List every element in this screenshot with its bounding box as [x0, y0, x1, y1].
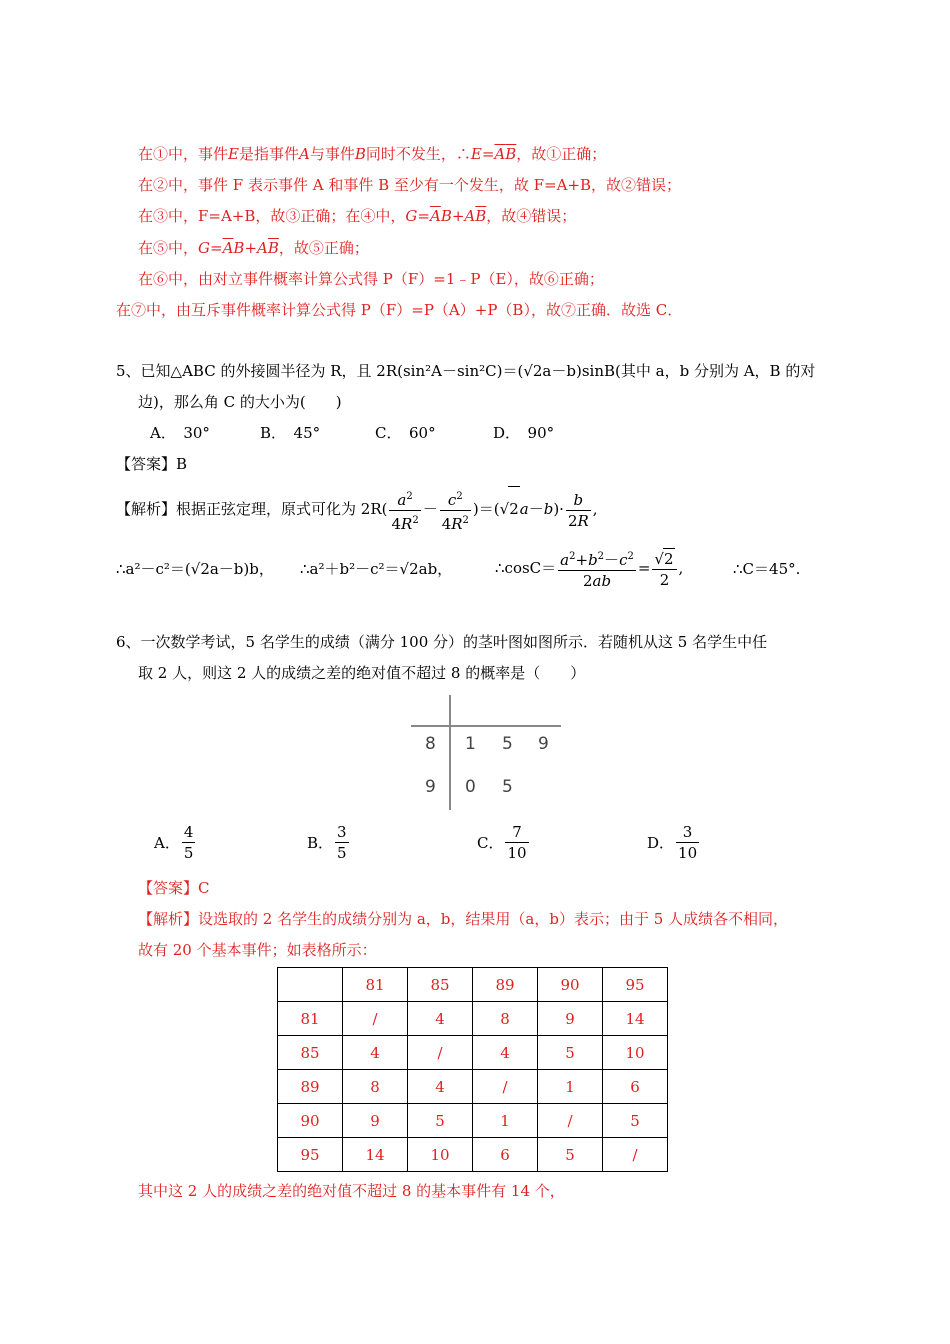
table-cell: 4 [473, 1036, 538, 1070]
sol4-line-1: 在①中，事件E是指事件A与事件B同时不发生，$\therefore E=\overline{A}\overline{B}$，故①正确； [138, 145, 607, 163]
table-row [278, 1036, 668, 1070]
table-cell: 5 [538, 1138, 603, 1172]
table-header-row [278, 968, 668, 1002]
q6-analysis-line-1: 【解析】设选取的 2 名学生的成绩分别为 a，b，结果用（a，b）表示；由于 5 人成绩各不相同， [138, 910, 789, 928]
table-cell: 81 [343, 968, 408, 1002]
q5-stem-line-1: 5、已知△ABC 的外接圆半径为 R，且 2R(sin²A－sin²C)＝(√2a－b)sinB(其中 a，b 分别为 A，B 的对 [116, 362, 816, 380]
table-cell: 14 [603, 1002, 668, 1036]
table-cell: 9 [343, 1104, 408, 1138]
table-cell: 1 [538, 1070, 603, 1104]
difference-table [277, 967, 668, 1172]
table-cell: 4 [408, 1002, 473, 1036]
table-cell: / [473, 1070, 538, 1104]
table-cell: / [343, 1002, 408, 1036]
table-cell [278, 968, 343, 1002]
table-cell: 5 [408, 1104, 473, 1138]
table-row [278, 1002, 668, 1036]
table-cell: 5 [538, 1036, 603, 1070]
table-cell: 85 [278, 1036, 343, 1070]
q5-step-3: ∴cosC＝ $\frac{a^2+b^2-c^2}{2ab}$ = $\frac{√2}{2}$ , [495, 546, 683, 591]
table-cell: / [538, 1104, 603, 1138]
sol4-line-2: 在②中，事件 F 表示事件 A 和事件 B 至少有一个发生，故 F=A+B，故②错误； [138, 176, 682, 194]
stem-leaf-horizontal-rule [411, 725, 561, 727]
table-cell: 90 [278, 1104, 343, 1138]
table-cell: 10 [408, 1138, 473, 1172]
table-cell: 6 [603, 1070, 668, 1104]
table-cell: 95 [603, 968, 668, 1002]
stem-9: 9 [425, 777, 436, 797]
q6-option-d: D． $\frac{3}{10}$ [647, 823, 698, 862]
q5-answer: 【答案】B [116, 455, 188, 473]
sol4-line-5: 在⑥中，由对立事件概率计算公式得 P（F）=1﹣P（E），故⑥正确； [138, 270, 604, 288]
q6-stem-line-2: 取 2 人，则这 2 人的成绩之差的绝对值不超过 8 的概率是（ ） [138, 664, 586, 682]
table-cell: 90 [538, 968, 603, 1002]
table-cell: 8 [473, 1002, 538, 1036]
sol4-line-6: 在⑦中，由互斥事件概率计算公式得 P（F）=P（A）+P（B），故⑦正确．故选 C． [116, 301, 683, 319]
table-cell: 8 [343, 1070, 408, 1104]
leaf-9-0: 0 [465, 777, 476, 797]
sol4-line-4: 在⑤中，$G=\overline{A}B+A\overline{B}$，故⑤正确； [138, 239, 369, 257]
q6-answer: 【答案】C [138, 879, 210, 897]
q5-step-2: ∴a²＋b²－c²＝√2ab， [300, 560, 453, 578]
table-cell: 95 [278, 1138, 343, 1172]
q5-stem-line-2: 边)，那么角 C 的大小为( ) [138, 393, 342, 411]
q6-option-a: A． $\frac{4}{5}$ [154, 823, 194, 862]
table-cell: 89 [473, 968, 538, 1002]
table-cell: 4 [408, 1070, 473, 1104]
table-cell: 10 [603, 1036, 668, 1070]
table-cell: 89 [278, 1070, 343, 1104]
q5-option-a: A． 30° [150, 424, 210, 442]
table-row [278, 1070, 668, 1104]
q5-option-b: B． 45° [260, 424, 321, 442]
q5-step-4: ∴C＝45°. [733, 560, 801, 578]
q6-stem-line-1: 6、一次数学考试，5 名学生的成绩（满分 100 分）的茎叶图如图所示．若随机从这 5 名学生中任 [116, 633, 768, 651]
table-cell: 9 [538, 1002, 603, 1036]
table-cell: 81 [278, 1002, 343, 1036]
leaf-8-1: 1 [465, 734, 476, 754]
table-cell: 4 [343, 1036, 408, 1070]
sol4-line-3: 在③中，F=A+B，故③正确；在④中，$G=\overline{A}B+A\overline{B}$，故④错误； [138, 207, 577, 225]
leaf-8-9: 9 [538, 734, 549, 754]
table-cell: 5 [603, 1104, 668, 1138]
table-cell: 14 [343, 1138, 408, 1172]
table-cell: 85 [408, 968, 473, 1002]
q6-option-b: B． $\frac{3}{5}$ [307, 823, 347, 862]
table-cell: 6 [473, 1138, 538, 1172]
q6-option-c: C． $\frac{7}{10}$ [477, 823, 527, 862]
table-row [278, 1138, 668, 1172]
q5-option-d: D． 90° [493, 424, 555, 442]
q5-option-c: C． 60° [375, 424, 436, 442]
q6-analysis-line-2: 故有 20 个基本事件；如表格所示： [138, 941, 377, 959]
leaf-8-5: 5 [502, 734, 513, 754]
q5-step-1: ∴a²－c²＝(√2a－b)b， [116, 560, 274, 578]
stem-leaf-vertical-rule [449, 695, 451, 810]
table-cell: 1 [473, 1104, 538, 1138]
table-cell: / [408, 1036, 473, 1070]
stem-leaf-plot [405, 695, 565, 810]
q5-analysis-line: 【解析】根据正弦定理，原式可化为 2R( $\frac{a^2}{4R^2}$ － $\frac{c^2}{4R^2}$ )＝(√2a－b)· $\frac{b}{2R}$ , [116, 486, 598, 534]
leaf-9-5: 5 [502, 777, 513, 797]
q6-conclusion: 其中这 2 人的成绩之差的绝对值不超过 8 的基本事件有 14 个， [138, 1182, 565, 1200]
stem-8: 8 [425, 734, 436, 754]
table-cell: / [603, 1138, 668, 1172]
table-row [278, 1104, 668, 1138]
